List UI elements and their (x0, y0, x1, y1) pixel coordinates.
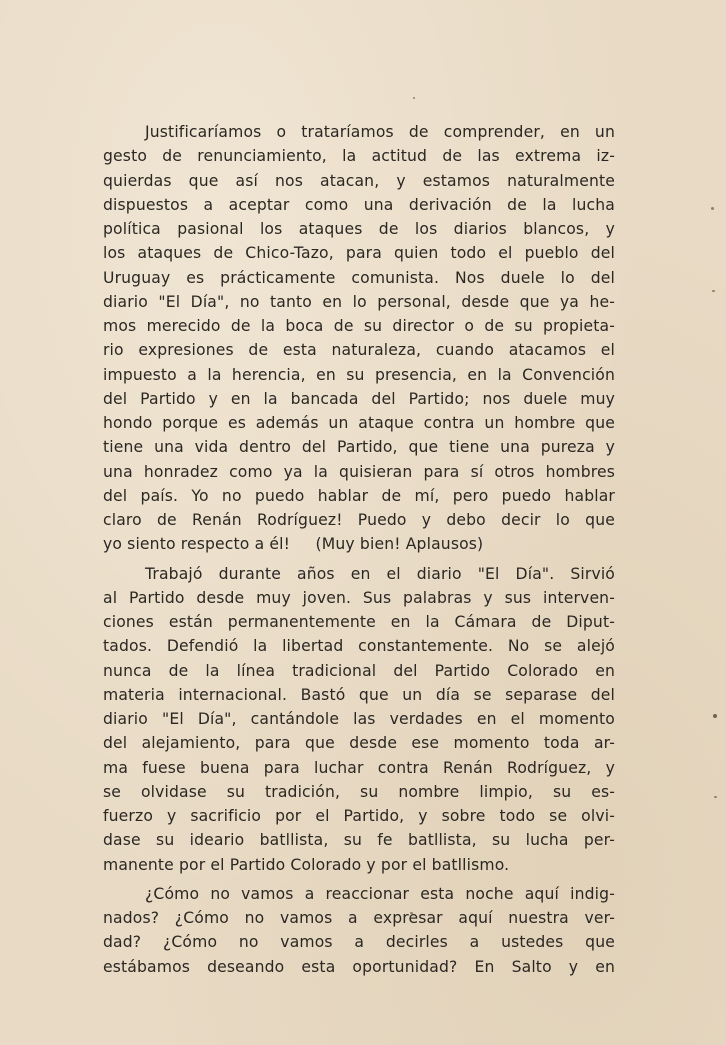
text-line: del alejamiento, para que desde ese momento toda ar- (103, 734, 615, 753)
text-line: dad? ¿Cómo no vamos a decirles a ustedes que (103, 933, 615, 952)
text-line: impuesto a la herencia, en su presencia, en la Convención (103, 365, 615, 384)
text-line: una honradez como ya la quisieran para sí otros hombres (103, 462, 615, 481)
text-line: estábamos deseando esta oportunidad? En Salto y en (103, 957, 615, 976)
paragraph (103, 120, 615, 557)
text-line: política pasional los ataques de los diarios blancos, y (103, 220, 615, 238)
text-line: los ataques de Chico-Tazo, para quien todo el pueblo del (103, 244, 615, 263)
text-line: ma fuese buena para luchar contra Renán Rodríguez, y (103, 758, 615, 777)
text-line: dase su ideario batllista, su fe batllista, su lucha per- (103, 831, 615, 850)
text-line: gesto de renunciamiento, la actitud de las extrema iz- (103, 147, 615, 166)
text-line: materia internacional. Bastó que un día se separase del (103, 685, 615, 704)
body-text (103, 120, 615, 979)
text-line: nados? ¿Cómo no vamos a expresar aquí nuestra ver- (103, 909, 615, 927)
text-line: del país. Yo no puedo hablar de mí, pero puedo hablar (103, 486, 615, 505)
text-line: dispuestos a aceptar como una derivación de la lucha (103, 195, 615, 214)
text-line: manente por el Partido Colorado y por el batllismo. (103, 855, 510, 874)
paper-speck (714, 796, 717, 798)
text-line: Trabajó durante años en el diario "El Día". Sirvió (145, 564, 615, 583)
text-line: al Partido desde muy joven. Sus palabras y sus interven- (103, 588, 615, 607)
text-line: fuerzo y sacrificio por el Partido, y sobre todo se olvi- (103, 807, 615, 825)
text-line: rio expresiones de esta naturaleza, cuando atacamos el (103, 341, 615, 360)
paragraph (103, 882, 615, 979)
text-line: Justificaríamos o trataríamos de comprender, en un (145, 123, 615, 141)
paper-speck (713, 714, 717, 718)
text-line: se olvidase su tradición, su nombre limpio, su es- (103, 782, 615, 801)
paper-speck (413, 97, 415, 99)
text-line: ¿Cómo no vamos a reaccionar esta noche aquí indig- (145, 884, 615, 903)
text-line: ciones están permanentemente en la Cámara de Diput- (103, 613, 615, 631)
text-line: quierdas que así nos atacan, y estamos naturalmente (103, 171, 615, 190)
text-line: diario "El Día", no tanto en lo personal, desde que ya he- (103, 292, 615, 311)
text-line: tiene una vida dentro del Partido, que tiene una pureza y (103, 438, 615, 457)
paper-speck (712, 290, 715, 292)
text-line: diario "El Día", cantándole las verdades en el momento (103, 710, 615, 728)
paper-speck (711, 207, 714, 210)
text-line: yo siento respecto a él! (Muy bien! Aplausos) (103, 535, 484, 554)
text-line: del Partido y en la bancada del Partido; nos duele muy (103, 389, 615, 408)
text-line: hondo porque es además un ataque contra un hombre que (103, 414, 615, 432)
text-line: tados. Defendió la libertad constantemente. No se alejó (103, 637, 615, 656)
text-line: mos merecido de la boca de su director o de su propieta- (103, 317, 615, 335)
text-line: nunca de la línea tradicional del Partido Colorado en (103, 661, 615, 680)
text-line: claro de Renán Rodríguez! Puedo y debo decir lo que (103, 511, 615, 529)
paragraph (103, 562, 615, 877)
text-line: Uruguay es prácticamente comunista. Nos duele lo del (103, 268, 615, 287)
